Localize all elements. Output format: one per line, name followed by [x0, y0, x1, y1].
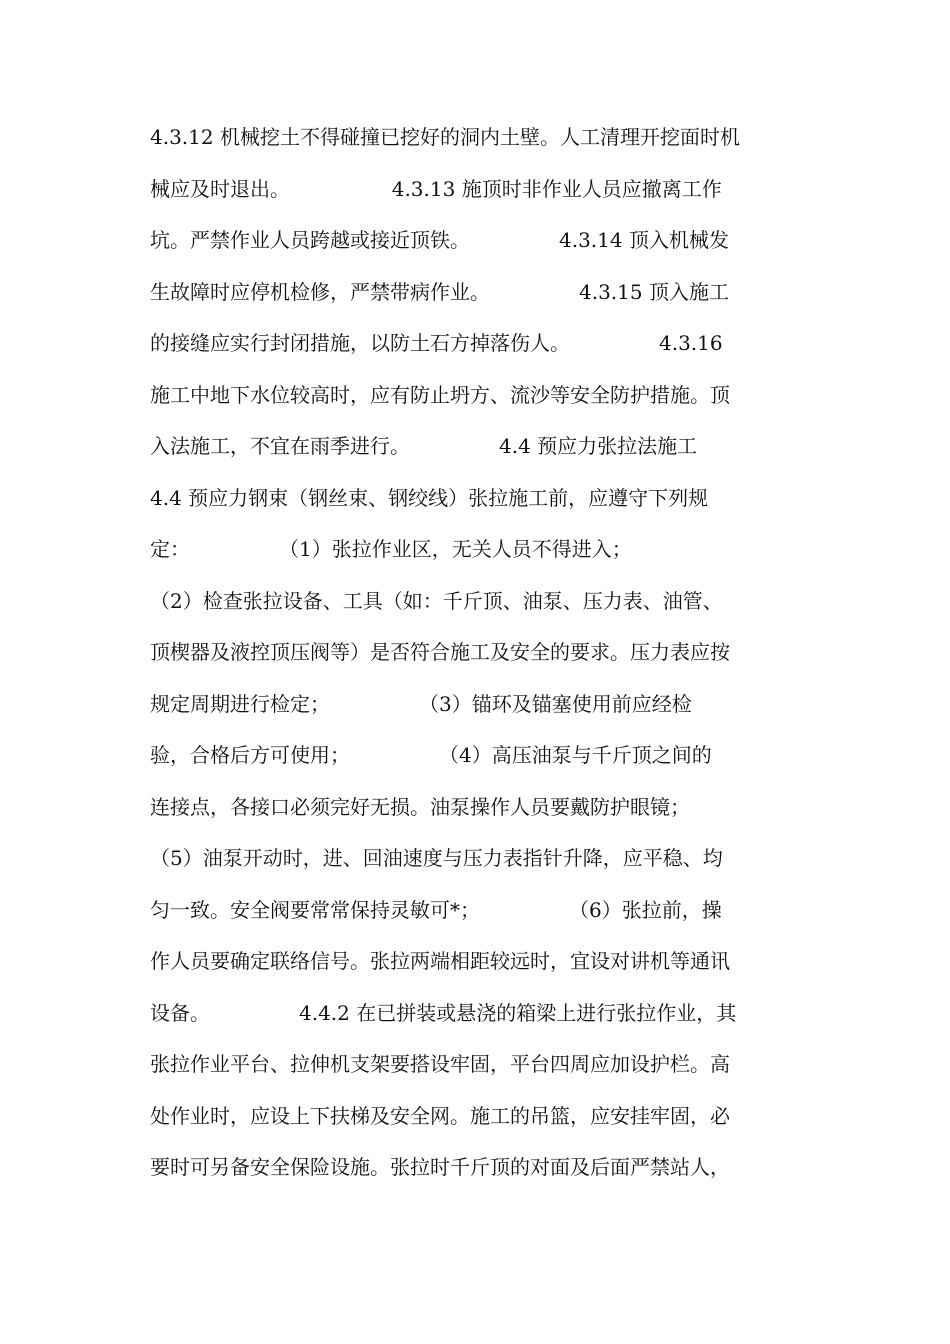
text-line: 入法施工，不宜在雨季进行。 4.4 预应力张拉法施工	[150, 434, 698, 458]
text-line: 施工中地下水位较高时，应有防止坍方、流沙等安全防护措施。顶	[150, 382, 730, 407]
text-line: 械应及时退出。 4.3.13 施顶时非作业人员应撤离工作	[150, 176, 722, 201]
text-line: （5）油泵开动时，进、回油速度与压力表指针升降，应平稳、均	[150, 846, 723, 870]
text-line: 4.4 预应力钢束（钢丝束、钢绞线）张拉施工前，应遵守下列规	[150, 485, 709, 510]
text-line: 设备。 4.4.2 在已拼装或悬浇的箱梁上进行张拉作业，其	[150, 1000, 737, 1025]
document-body	[150, 112, 810, 1194]
text-line: 处作业时，应设上下扶梯及安全网。施工的吊篮，应安挂牢固，必	[150, 1103, 730, 1128]
text-line: 定： （1）张拉作业区，无关人员不得进入；	[150, 537, 632, 561]
text-line: 顶楔器及液控顶压阀等）是否符合施工及安全的要求。压力表应按	[150, 640, 730, 664]
text-line: 作人员要确定联络信号。张拉两端相距较远时，宜设对讲机等通讯	[150, 949, 730, 973]
text-line: 要时可另备安全保险设施。张拉时千斤顶的对面及后面严禁站人，	[150, 1155, 730, 1179]
text-line: 张拉作业平台、拉伸机支架要搭设牢固，平台四周应加设护栏。高	[150, 1052, 730, 1076]
text-line: 规定周期进行检定； （3）锚环及锚塞使用前应经检	[150, 691, 692, 716]
text-line: 匀一致。安全阀要常常保持灵敏可*； （6）张拉前，操	[150, 897, 722, 922]
text-line: 验，合格后方可使用； （4）高压油泵与千斤顶之间的	[150, 743, 712, 767]
text-line: 连接点，各接口必须完好无损。油泵操作人员要戴防护眼镜；	[150, 794, 690, 819]
text-line: 4.3.12 机械挖土不得碰撞已挖好的洞内土壁。人工清理开挖面时机	[150, 125, 740, 149]
text-line: （2）检查张拉设备、工具（如：千斤顶、油泵、压力表、油管、	[150, 588, 723, 613]
text-line: 生故障时应停机检修，严禁带病作业。 4.3.15 顶入施工	[150, 279, 729, 304]
text-line: 坑。严禁作业人员跨越或接近顶铁。 4.3.14 顶入机械发	[150, 228, 729, 252]
text-line: 的接缝应实行封闭措施，以防土石方掉落伤人。 4.3.16	[150, 331, 723, 355]
